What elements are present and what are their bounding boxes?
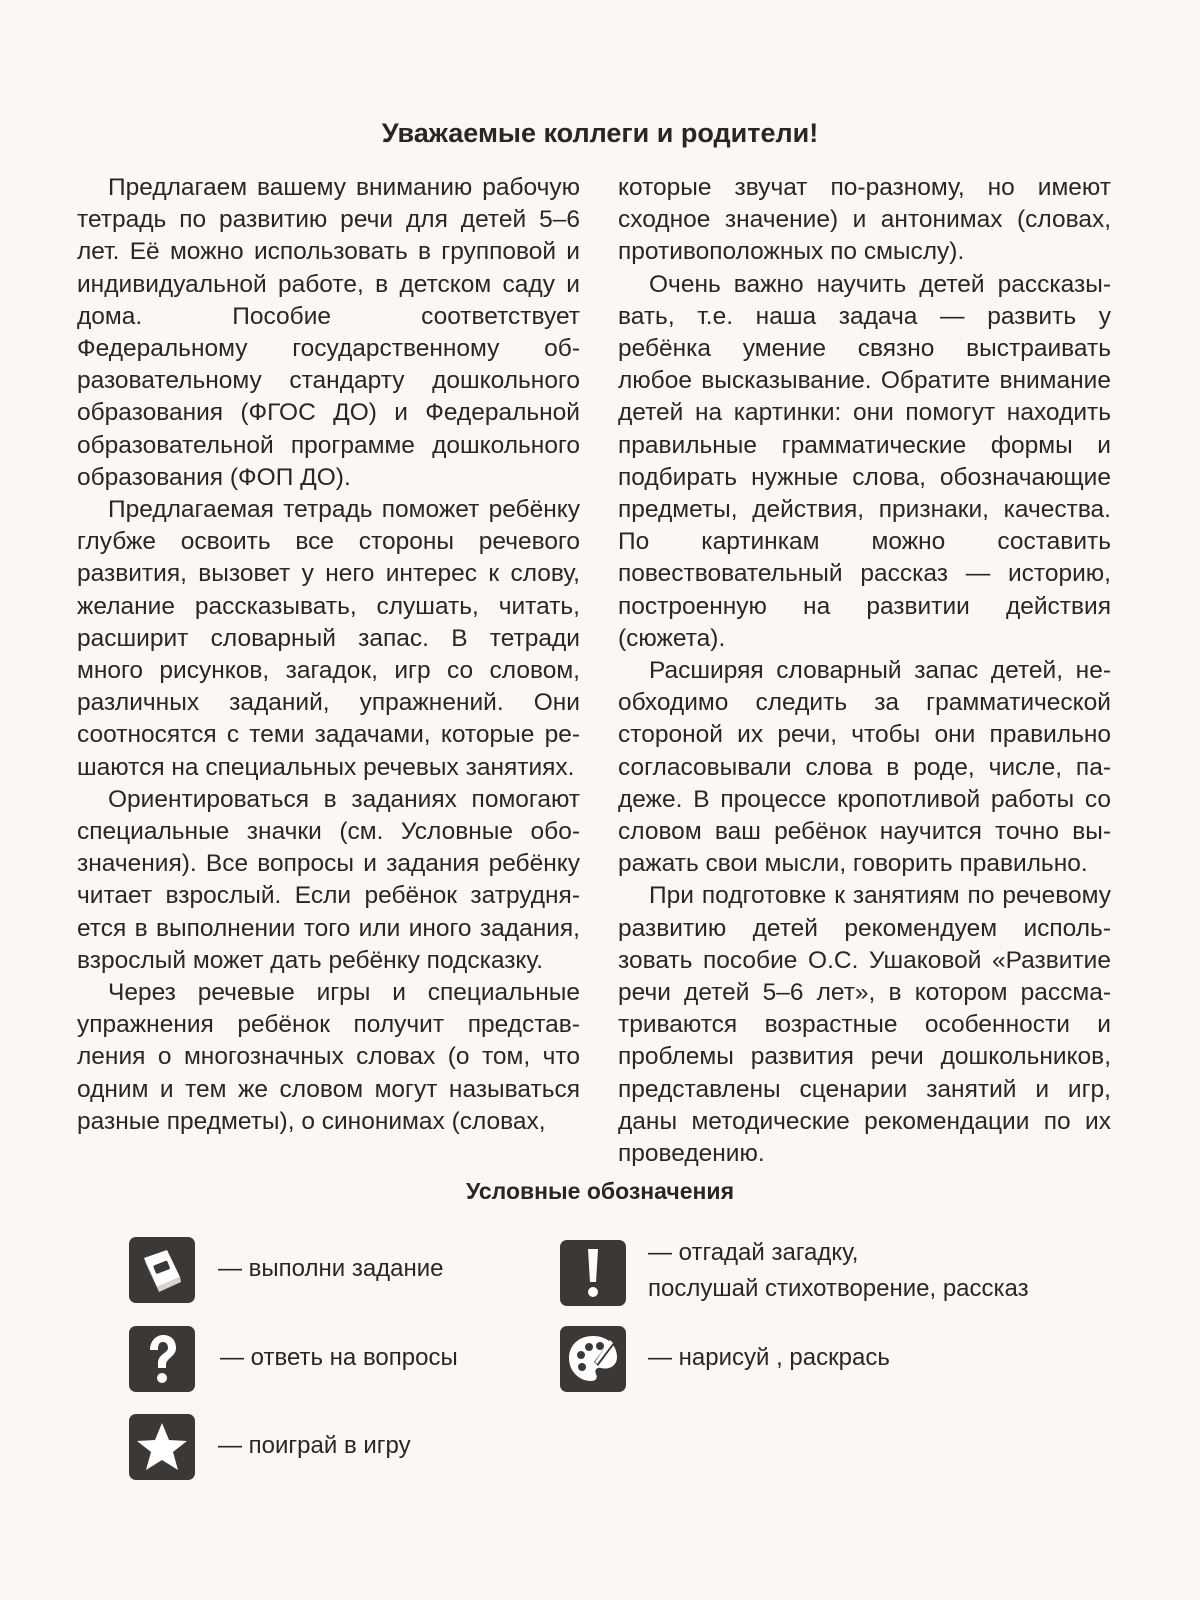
book-icon — [129, 1237, 195, 1303]
paragraph: Расширяя словарный запас детей, необходимо следить за грамматической стороной их речи, чтобы они правильно согласовывали слова в роде, числе, падеже. В процессе кропотливой работы со словом ваш ребёнок научится точно выражать свои мысли, говорить правильно. — [618, 657, 1111, 878]
star-icon — [129, 1414, 195, 1480]
legend-text: — нарисуй , раскрась — [648, 1344, 890, 1371]
legend-title: Условные обозначения — [465, 1178, 734, 1204]
paragraph: Через речевые игры и специальные упражнения ребёнок получит представления о многозначных словах (о том, что одним и тем же словом могут называться разные предметы), о синонимах (словах, — [77, 979, 580, 1135]
page-title: Уважаемые коллеги и родители! — [381, 118, 819, 148]
legend-text: — отгадай загадку, — [648, 1239, 859, 1266]
legend-text: — выполни задание — [218, 1255, 444, 1282]
exclamation-icon — [560, 1240, 626, 1306]
palette-icon — [560, 1326, 626, 1392]
left-column — [77, 172, 580, 1138]
right-column — [618, 172, 1111, 1170]
paragraph: При подготовке к занятиям по речевому развитию детей рекомендуем использовать пособие О.С. Ушаковой «Развитие речи детей 5–6 лет», в котором рассматриваются возрастные особенности и проблемы развития речи дошкольников, представлены сценарии занятий и игр, даны методические рекомендации по их проведению. — [618, 882, 1111, 1168]
paragraph: Очень важно научить детей рассказывать, т.е. наша задача — развить у ребёнка умение связно выстраивать любое высказывание. Обратите внимание детей на картинки: они помогут находить правильные грамматические формы и подбирать нужные слова, обозначающие предметы, действия, признаки, качества. По картинкам можно составить повествовательный рассказ — историю, построенную на развитии действия (сюжета). — [618, 270, 1111, 652]
legend-text: — ответь на вопросы — [220, 1344, 458, 1371]
paragraph: Ориентироваться в заданиях помогают специальные значки (см. Условные обозначения). Все вопросы и задания ребёнку читает взрослый. Если ребёнок затрудняется в выполнении того или иного задания, взрослый может дать ребёнку подсказку. — [77, 785, 580, 974]
paragraph: которые звучат по-разному, но имеют сходное значение) и антонимах (словах, противоположных по смыслу). — [618, 174, 1111, 266]
paragraph: Предлагаемая тетрадь поможет ребёнку глубже освоить все стороны речевого развития, вызовет у него интерес к слову, желание рассказывать, слушать, читать, расширит словарный запас. В тетради много рисунков, загадок, игр со словом, различных заданий, упражнений. Они соотносятся с теми задачами, которые решаются на специальных речевых занятиях. — [77, 496, 580, 781]
paragraph: Предлагаем вашему вниманию рабочую тетрадь по развитию речи для детей 5–6 лет. Её можно использовать в групповой и индивидуальной работе, в детском саду и дома. Пособие соответствует Федеральному государственному образовательному стандарту дошкольного образования (ФГОС ДО) и Федеральной образовательной программе дошкольного образования (ФОП ДО). — [77, 174, 580, 491]
legend-text: послушай стихотворение, рассказ — [648, 1275, 1029, 1302]
legend-text: — поиграй в игру — [218, 1432, 411, 1459]
question-icon — [129, 1326, 195, 1392]
